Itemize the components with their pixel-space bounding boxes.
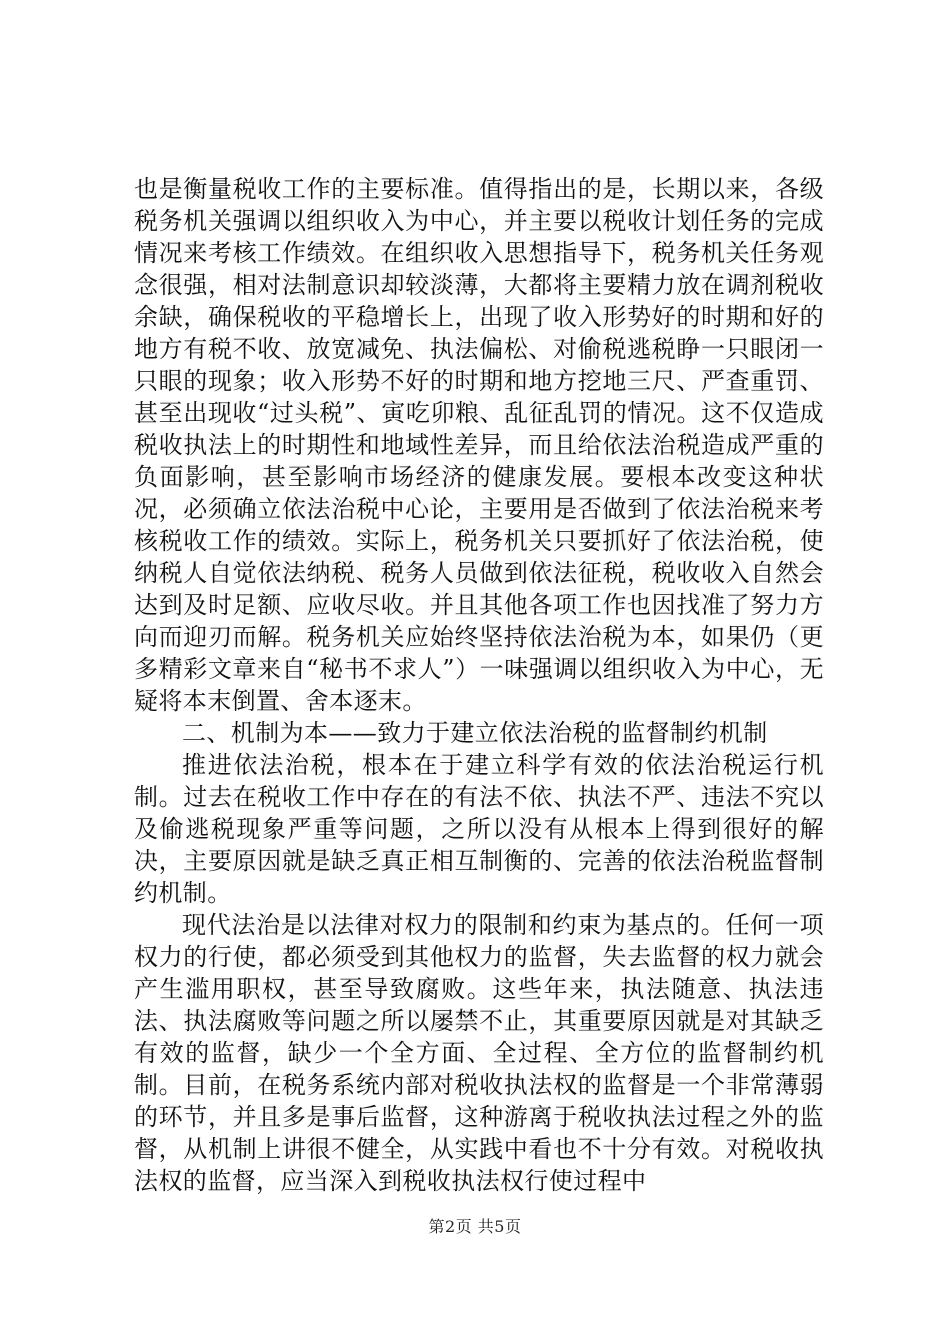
document-body <box>134 173 824 1197</box>
paragraph-mechanism: 推进依法治税，根本在于建立科学有效的依法治税运行机制。过去在税收工作中存在的有法不依、执法不严、违法不究以及偷逃税现象严重等问题，之所以没有从根本上得到很好的解决，主要原因就是缺乏真正相互制衡的、完善的依法治税监督制约机制。 <box>134 751 824 907</box>
page-number-footer: 第2页 共5页 <box>428 1217 522 1236</box>
paragraph-modern-rule-of-law: 现代法治是以法律对权力的限制和约束为基点的。任何一项权力的行使，都必须受到其他权力的监督，失去监督的权力就会产生滥用职权，甚至导致腐败。这些年来，执法随意、执法违法、执法腐败等问题之所以屡禁不止，其重要原因就是对其缺乏有效的监督，缺少一个全方面、全过程、全方位的监督制约机制。目前，在税务系统内部对税收执法权的监督是一个非常薄弱的环节，并且多是事后监督，这种游离于税收执法过程之外的监督，从机制上讲很不健全，从实践中看也不十分有效。对税收执法权的监督，应当深入到税收执法权行使过程中 <box>134 911 824 1195</box>
paragraph-continuation: 也是衡量税收工作的主要标准。值得指出的是，长期以来，各级税务机关强调以组织收入为中心，并主要以税收计划任务的完成情况来考核工作绩效。在组织收入思想指导下，税务机关任务观念很强，相对法制意识却较淡薄，大都将主要精力放在调剂税收余缺，确保税收的平稳增长上，出现了收入形势好的时期和好的地方有税不收、放宽减免、执法偏松、对偷税逃税睁一只眼闭一只眼的现象；收入形势不好的时期和地方挖地三尺、严查重罚、甚至出现收“过头税”、寅吃卯粮、乱征乱罚的情况。这不仅造成税收执法上的时期性和地域性差异，而且给依法治税造成严重的负面影响，甚至影响市场经济的健康发展。要根本改变这种状况，必须确立依法治税中心论，主要用是否做到了依法治税来考核税收工作的绩效。实际上，税务机关只要抓好了依法治税，使纳税人自觉依法纳税、税务人员做到依法征税，税收收入自然会达到及时足额、应收尽收。并且其他各项工作也因找准了努力方向而迎刃而解。税务机关应始终坚持依法治税为本，如果仍（更多精彩文章来自“秘书不求人”）一味强调以组织收入为中心，无疑将本末倒置、舍本逐末。 <box>134 175 824 715</box>
section-heading: 二、机制为本——致力于建立依法治税的监督制约机制 <box>182 719 768 747</box>
